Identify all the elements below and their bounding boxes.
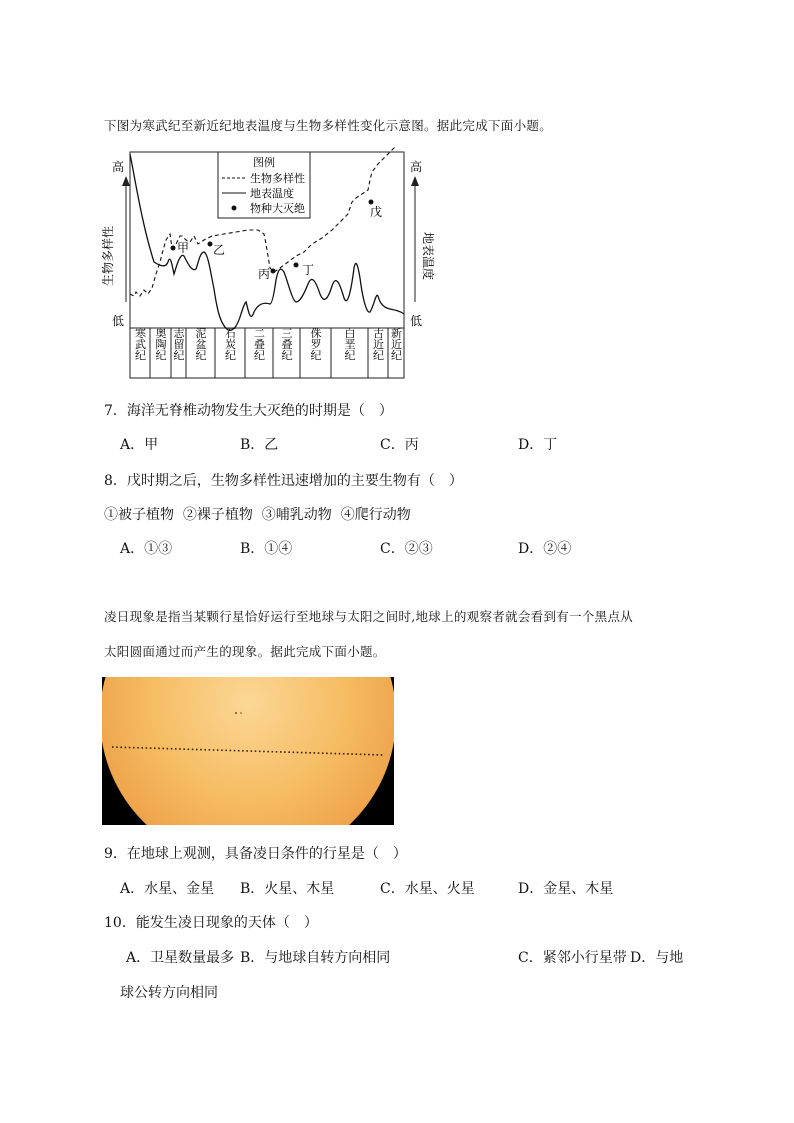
passage-2-line-1: 凌日现象是指当某颗行星恰好运行至地球与太阳之间时,地球上的观察者就会看到有一个黑点从 — [104, 609, 634, 624]
right-high-label: 高 — [409, 160, 423, 174]
passage-2-line-2: 太阳圆面通过而产生的现象。据此完成下面小题。 — [104, 644, 386, 659]
legend-title: 图例 — [253, 156, 275, 169]
q10-option-b[interactable]: B．与地球自转方向相同 — [240, 950, 391, 966]
question-8-items: ①被子植物 ②裸子植物 ③哺乳动物 ④爬行动物 — [104, 507, 411, 523]
q9-option-a[interactable]: A．水星、金星 — [120, 881, 215, 897]
q9-option-b[interactable]: B．火星、木星 — [240, 881, 335, 897]
q8-option-c[interactable]: C．②③ — [380, 541, 433, 557]
legend-extinction: 物种大灭绝 — [250, 202, 305, 215]
label-bing: 丙 — [258, 267, 271, 281]
q8-option-b[interactable]: B．①④ — [240, 541, 293, 557]
period-label: 泥盆纪 — [194, 327, 207, 361]
q8-option-a[interactable]: A．①③ — [120, 541, 173, 557]
question-10-stem: 10．能发生凌日现象的天体（ ） — [104, 915, 318, 931]
period-label: 寒武纪 — [133, 327, 147, 361]
q10-option-d-line-2[interactable]: 球公转方向相同 — [120, 985, 218, 1001]
label-wu: 戊 — [370, 205, 383, 219]
period-label: 三叠纪 — [280, 327, 293, 361]
extinction-point-ding — [294, 263, 299, 268]
extinction-point-jia — [171, 246, 176, 251]
q8-option-d[interactable]: D．②④ — [518, 541, 572, 557]
right-low-label: 低 — [409, 314, 423, 328]
label-yi: 乙 — [213, 243, 226, 257]
legend-temperature: 地表温度 — [250, 187, 294, 200]
q7-option-d[interactable]: D．丁 — [518, 437, 558, 453]
q7-option-b[interactable]: B．乙 — [240, 437, 279, 453]
q7-option-c[interactable]: C．丙 — [380, 437, 419, 453]
sun-transit-photo — [102, 677, 394, 825]
question-9-stem: 9．在地球上观测，具备凌日条件的行星是（ ） — [104, 846, 407, 862]
legend-biodiversity: 生物多样性 — [250, 172, 305, 185]
label-ding: 丁 — [302, 263, 315, 277]
period-label: 新近纪 — [389, 327, 403, 361]
left-high-label: 高 — [111, 160, 125, 174]
biodiversity-temperature-chart — [100, 144, 435, 384]
q10-option-d-line-1[interactable]: D．与地 — [630, 950, 684, 966]
period-label: 石炭纪 — [223, 327, 237, 361]
q10-option-a[interactable]: A．卫星数量最多 — [126, 950, 235, 966]
period-label: 侏罗纪 — [309, 327, 322, 361]
q9-option-c[interactable]: C．水星、火星 — [380, 881, 475, 897]
left-axis-label: 生物多样性 — [101, 225, 115, 287]
period-label: 志留纪 — [172, 327, 185, 361]
question-7-stem: 7．海洋无脊椎动物发生大灭绝的时期是（ ） — [104, 403, 393, 419]
extinction-point-wu — [369, 200, 374, 205]
label-jia: 甲 — [177, 241, 190, 255]
period-label: 白垩纪 — [343, 327, 356, 361]
extinction-point-yi — [208, 242, 213, 247]
left-low-label: 低 — [111, 314, 125, 328]
question-8-stem: 8．戊时期之后，生物多样性迅速增加的主要生物有（ ） — [104, 473, 463, 489]
period-label: 古近纪 — [371, 327, 385, 361]
q9-option-d[interactable]: D．金星、木星 — [518, 881, 614, 897]
q10-option-c[interactable]: C．紧邻小行星带 — [518, 950, 627, 966]
period-label: 奥陶纪 — [154, 327, 167, 361]
right-axis-label: 地表温度 — [421, 231, 435, 281]
q7-option-a[interactable]: A．甲 — [120, 437, 159, 453]
passage-1: 下图为寒武纪至新近纪地表温度与生物多样性变化示意图。据此完成下面小题。 — [104, 118, 553, 133]
period-label: 二叠纪 — [252, 327, 266, 361]
extinction-point-bing — [271, 269, 276, 274]
